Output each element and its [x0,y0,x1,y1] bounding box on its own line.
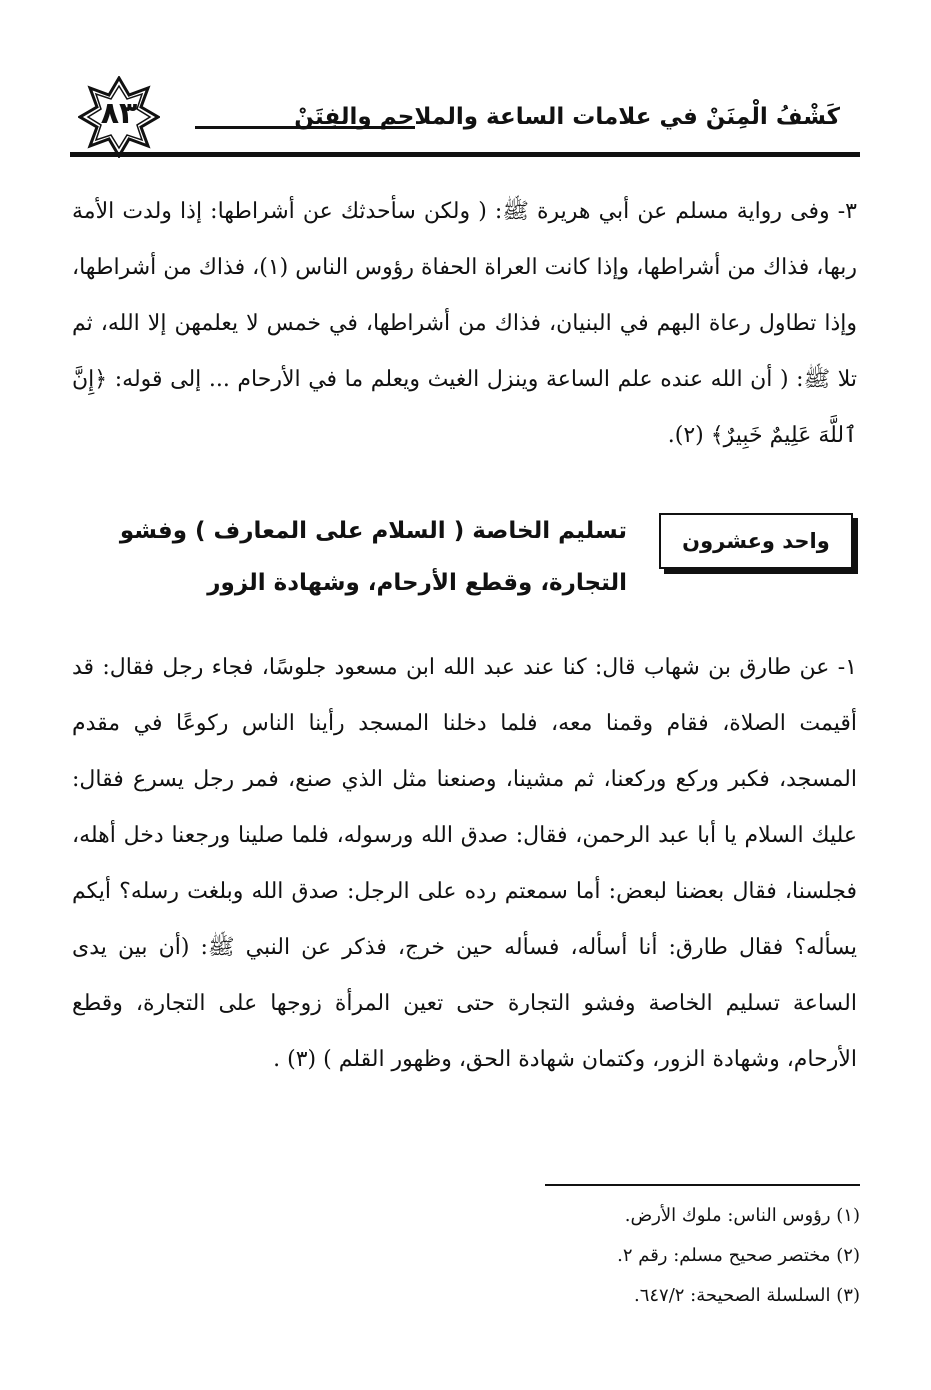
footnote: (١) رؤوس الناس: ملوك الأرض. [624,1205,860,1226]
section-label-box [659,513,853,569]
footnote: (٢) مختصر صحيح مسلم: رقم ٢. [617,1245,860,1266]
footnotes [400,1196,860,1316]
section-label: واحد وعشرون [682,529,830,553]
footnote-rule [545,1184,860,1186]
paragraph-number: ٣- [837,199,857,224]
paragraph-text: عن طارق بن شهاب قال: كنا عند عبد الله ابن مسعود جلوسًا، فجاء رجل فقال: قد أقيمت الصلاة، فقام وقمنا معه، فلما دخلنا المسجد رأينا الناس ركوعًا في مقدم المسجد، فكبر وركع وركعنا، ثم مشينا، وصنعنا مثل الذي صنع، فمر رجل يسرع فقال: عليك السلام يا أبا عبد الرحمن، فقال: صدق الله ورسوله، فلما صلينا ورجعنا دخل أهله، فجلسنا، فقال بعضنا لبعض: أما سمعتم رده على الرجل: صدق الله وبلغت رسله؟ أيكم يسأله؟ فقال طارق: أنا أسأله، فسأله حين خرج، فذكر عن النبي ﷺ: (أن بين يدى الساعة تسليم الخاصة وفشو التجارة حتى تعين المرأة زوجها على التجارة، وقطع الأرحام، وشهادة الزور، وكتمان شهادة الحق، وظهور القلم ) (٣) . [72,655,857,1072]
page-number: ٨٣ [100,96,138,131]
section-heading [72,505,857,615]
paragraph-text: وفى رواية مسلم عن أبي هريرة ﷺ: ( ولكن سأحدثك عن أشراطها: إذا ولدت الأمة ربها، فذاك من أشراطها، وإذا كانت العراة الحفاة رؤوس الناس (١)، فذاك من أشراطها، وإذا تطاول رعاة البهم في البنيان، فذاك من أشراطها، في خمس لا يعلمهن إلا الله، ثم تلا ﷺ: ( أن الله عنده علم الساعة وينزل الغيث ويعلم ما في الأرحام ... إلى قوله: ﴿إِنَّ ٱللَّهَ عَلِيمٌ خَبِيرٌ﴾ (٢). [72,199,857,448]
paragraph-hadith-3 [72,184,857,464]
paragraph-number: ١- [837,655,857,680]
page-number-badge [78,76,160,158]
page-header [70,70,860,165]
header-rule [70,152,860,157]
footnote: (٣) السلسلة الصحيحة: ٦٤٧/٢. [633,1285,860,1306]
section-title: تسليم الخاصة ( السلام على المعارف ) وفشو التجارة، وقطع الأرحام، وشهادة الزور [119,518,627,596]
paragraph-hadith-1 [72,640,857,1088]
book-title: كَشْفُ الْمِنَنْ في علامات الساعة والملاحم والفِتَنْ [294,104,840,130]
